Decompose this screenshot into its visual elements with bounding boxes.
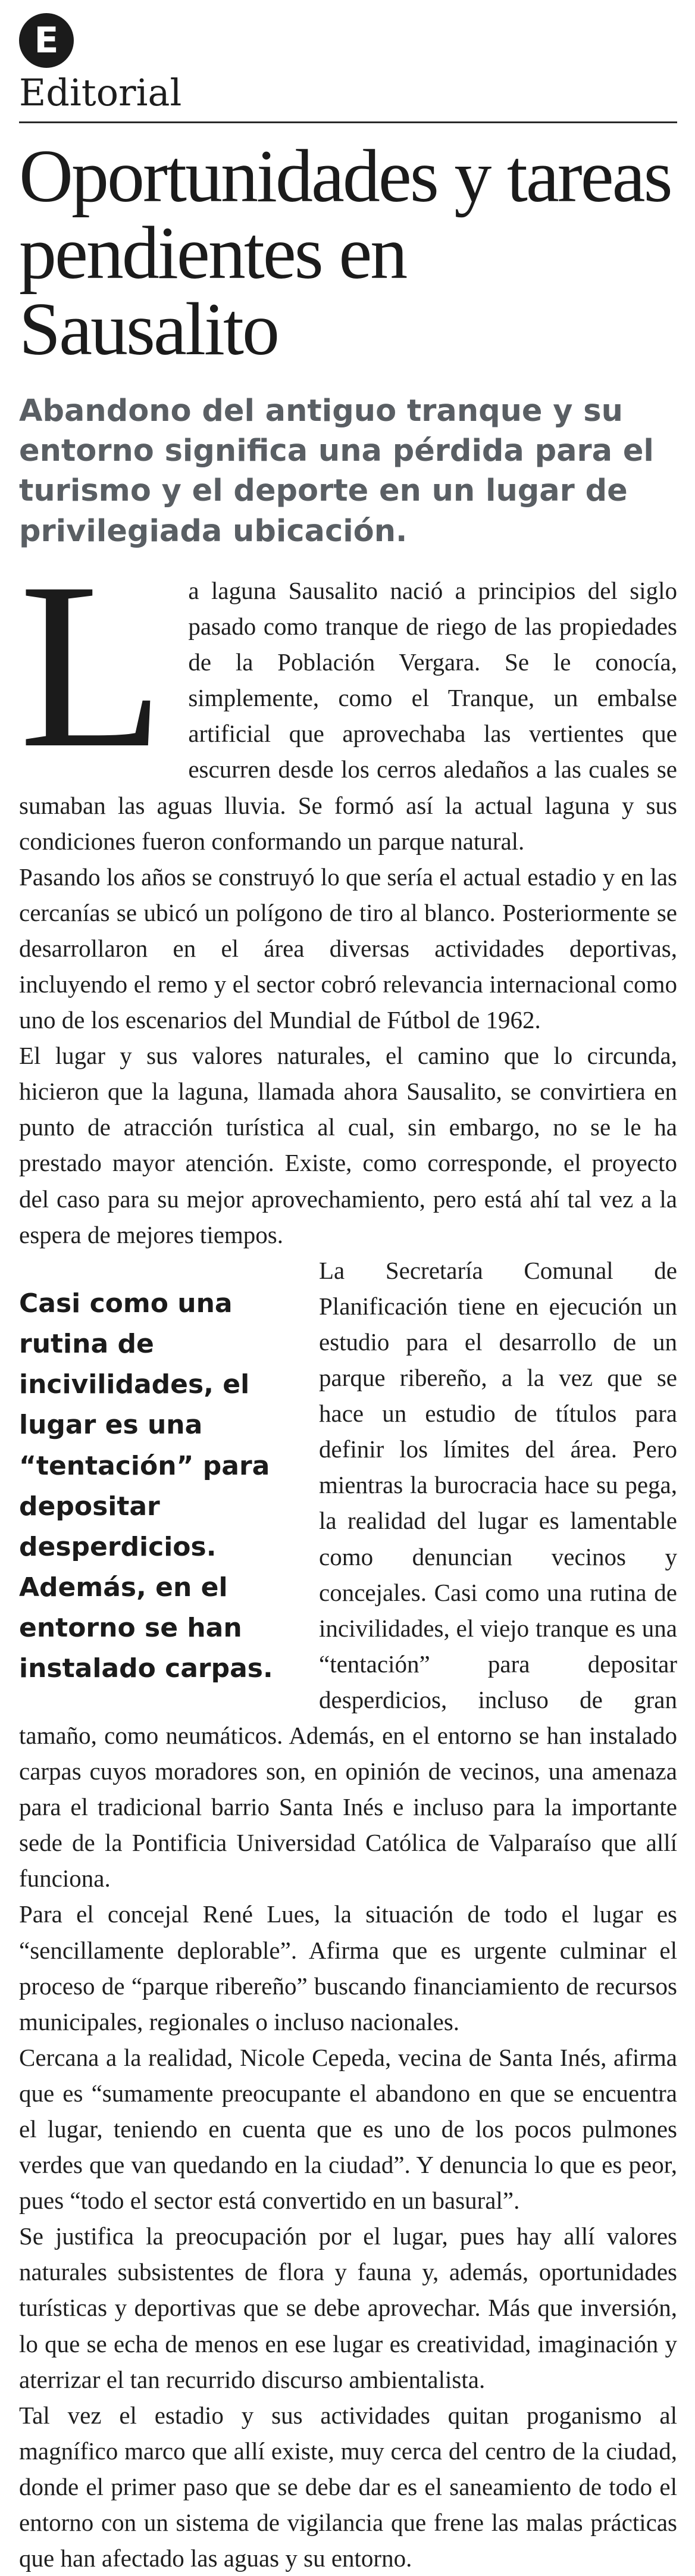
- body-paragraph-7: Se justifica la preocupación por el lugar, pues hay allí valores naturales subsistentes de flora y fauna y, además, oportunidades turísticas y deportivas que se debe aprovechar. Más que inversión, lo que se echa de menos en ese lugar es creatividad, imaginación y aterrizar el tan recurrido discurso ambientalista.: [19, 2222, 677, 2393]
- body-paragraph-2: Pasando los años se construyó lo que sería el actual estadio y en las cercanías se ubicó un polígono de tiro al blanco. Posteriormente se desarrollaron en el área diversas actividades deportivas, incluyendo el remo y el sector cobró relevancia internacional como uno de los escenarios del Mundial de Fútbol de 1962.: [19, 863, 677, 1034]
- body-paragraph-5: Para el concejal René Lues, la situación de todo el lugar es “sencillamente deplorable”. Afirma que es urgente culminar el proceso de “parque ribereño” buscando financiamiento de recursos municipales, regionales o incluso nacionales.: [19, 1900, 677, 2035]
- section-badge: [19, 13, 74, 68]
- pull-quote: Casi como una rutina de incivilidades, el lugar es una “tentación” para depositar desperdicios. Además, en el entorno se han instalado carpas.: [19, 1288, 273, 1684]
- body-paragraph-4: La Secretaría Comunal de Planificación tiene en ejecución un estudio para el desarrollo de un parque ribereño, a la vez que se hace un estudio de títulos para definir los límites del área. Pero mientras la burocracia hace su pega, la realidad del lugar es lamentable como denuncian vecinos y concejales. Casi como una rutina de incivilidades, el viejo tranque es una “tentación” para depositar desperdicios, incluso de gran tamaño, como neumáticos. Además, en el entorno se han instalado carpas cuyos moradores son, en opinión de vecinos, una amenaza para el tradicional barrio Santa Inés e incluso para la importante sede de la Pontificia Universidad Católica de Valparaíso que allí funciona.: [19, 1256, 677, 1893]
- headline: Oportunidades y tareas pendientes en Sausalito: [19, 135, 671, 371]
- deck-subtitle: Abandono del antiguo tranque y su entorno significa una pérdida para el turismo y el deporte en un lugar de privilegiada ubicación.: [19, 393, 654, 549]
- drop-cap: L: [19, 533, 165, 797]
- body-paragraph-6: Cercana a la realidad, Nicole Cepeda, vecina de Santa Inés, afirma que es “sumamente preocupante el abandono en que se encuentra el lugar, teniendo en cuenta que es uno de los pocos pulmones verdes que van quedando en la ciudad”. Y denuncia lo que es peor, pues “todo el sector está convertido en un basural”.: [19, 2043, 677, 2215]
- article-body: [19, 533, 677, 2576]
- body-paragraph-1: [19, 533, 677, 859]
- body-paragraph-3: El lugar y sus valores naturales, el camino que lo circunda, hicieron que la laguna, llamada ahora Sausalito, se convirtiera en punto de atracción turística al cual, sin embargo, no se le ha prestado mayor atención. Existe, como corresponde, el proyecto del caso para su mejor aprovechamiento, pero está ahí tal vez a la espera de mejores tiempos.: [19, 1042, 677, 1248]
- body-paragraph-1-text: a laguna Sausalito nació a principios del siglo pasado como tranque de riego de las propiedades de la Población Vergara. Se le conocía, simplemente, como el Tranque, un embalse artificial que aprovechaba las vertientes que escurren desde los cerros aledaños a las cuales se sumaban las aguas lluvia. Se formó así la actual laguna y sus condiciones fueron conformando un parque natural.: [19, 576, 677, 855]
- section-badge-letter: E: [34, 20, 59, 61]
- body-paragraph-8: Tal vez el estadio y sus actividades quitan proganismo al magnífico marco que allí existe, muy cerca del centro de la ciudad, donde el primer paso que se debe dar es el saneamiento de todo el entorno con un sistema de vigilancia que frene las malas prácticas que han afectado las aguas y su entorno.: [19, 2401, 677, 2572]
- section-label: Editorial: [19, 73, 677, 123]
